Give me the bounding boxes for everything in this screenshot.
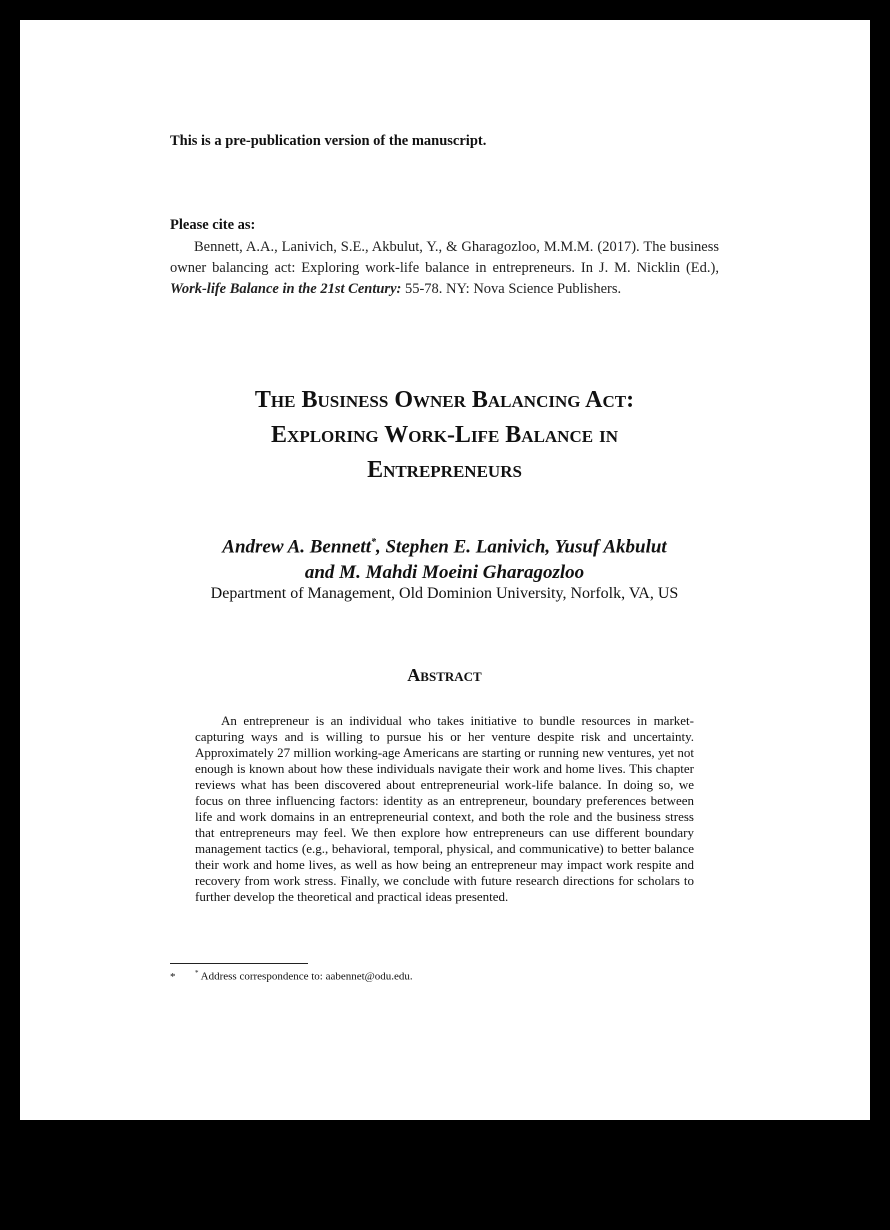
abstract-body: An entrepreneur is an individual who takes initiative to bundle resources in market-capturing ways and is willing to pursue his or her venture despite risk and uncertainty. Approximately 27 million working-age Americans are starting or running new ventures, yet not enough is known about how these individuals navigate their work and home lives. This chapter reviews what has been discovered about entrepreneurial work-life balance. In doing so, we focus on three influencing factors: identity as an entrepreneur, boundary preferences between life and work domains in an entrepreneurial context, and both the role and the business stress that entrepreneurs may feel. We then explore how entrepreneurs can use different boundary management tactics (e.g., behavioral, temporal, physical, and communicative) to better balance their work and home lives, as well as how being an entrepreneur may impact work respite and recovery from work stress. Finally, we conclude with future research directions for scholars to further develop the theoretical and practical ideas presented. <box>195 713 694 904</box>
footnote <box>170 969 413 983</box>
citation-book-title: Work-life Balance in the 21st Century: <box>170 281 402 297</box>
paper-title <box>170 383 719 488</box>
authors-rest: , Stephen E. Lanivich, Yusuf Akbulut <box>375 536 667 558</box>
author-footnote-mark: * <box>370 537 376 548</box>
citation-text <box>170 237 719 300</box>
authors-line-1 <box>170 530 719 560</box>
footnote-text: Address correspondence to: aabennet@odu.edu. <box>198 970 413 983</box>
affiliation: Department of Management, Old Dominion University, Norfolk, VA, US <box>210 585 679 602</box>
citation-text-before: Bennett, A.A., Lanivich, S.E., Akbulut, Y., & Gharagozloo, M.M.M. (2017). The business owner balancing act: Exploring work-life balance in entrepreneurs. In J. M. Nicklin (Ed.), <box>170 239 719 276</box>
title-line-1: The Business Owner Balancing Act: <box>254 387 635 413</box>
cite-label: Please cite as: <box>170 217 256 233</box>
title-line-2: Exploring Work-Life Balance in <box>271 422 618 448</box>
footnote-divider <box>170 963 308 964</box>
author-first: Andrew A. Bennett <box>222 536 371 558</box>
citation-text-after: 55-78. NY: Nova Science Publishers. <box>401 281 622 297</box>
footnote-mark: * <box>170 970 176 983</box>
author-list <box>170 530 719 586</box>
authors-line-2: and M. Mahdi Moeini Gharagozloo <box>304 562 585 584</box>
manuscript-page <box>20 20 870 1120</box>
title-line-3: Entrepreneurs <box>367 457 522 483</box>
footnote-inner-mark: * <box>195 969 199 977</box>
prepub-note: This is a pre-publication version of the manuscript. <box>170 133 487 149</box>
abstract-heading: Abstract <box>407 665 482 685</box>
